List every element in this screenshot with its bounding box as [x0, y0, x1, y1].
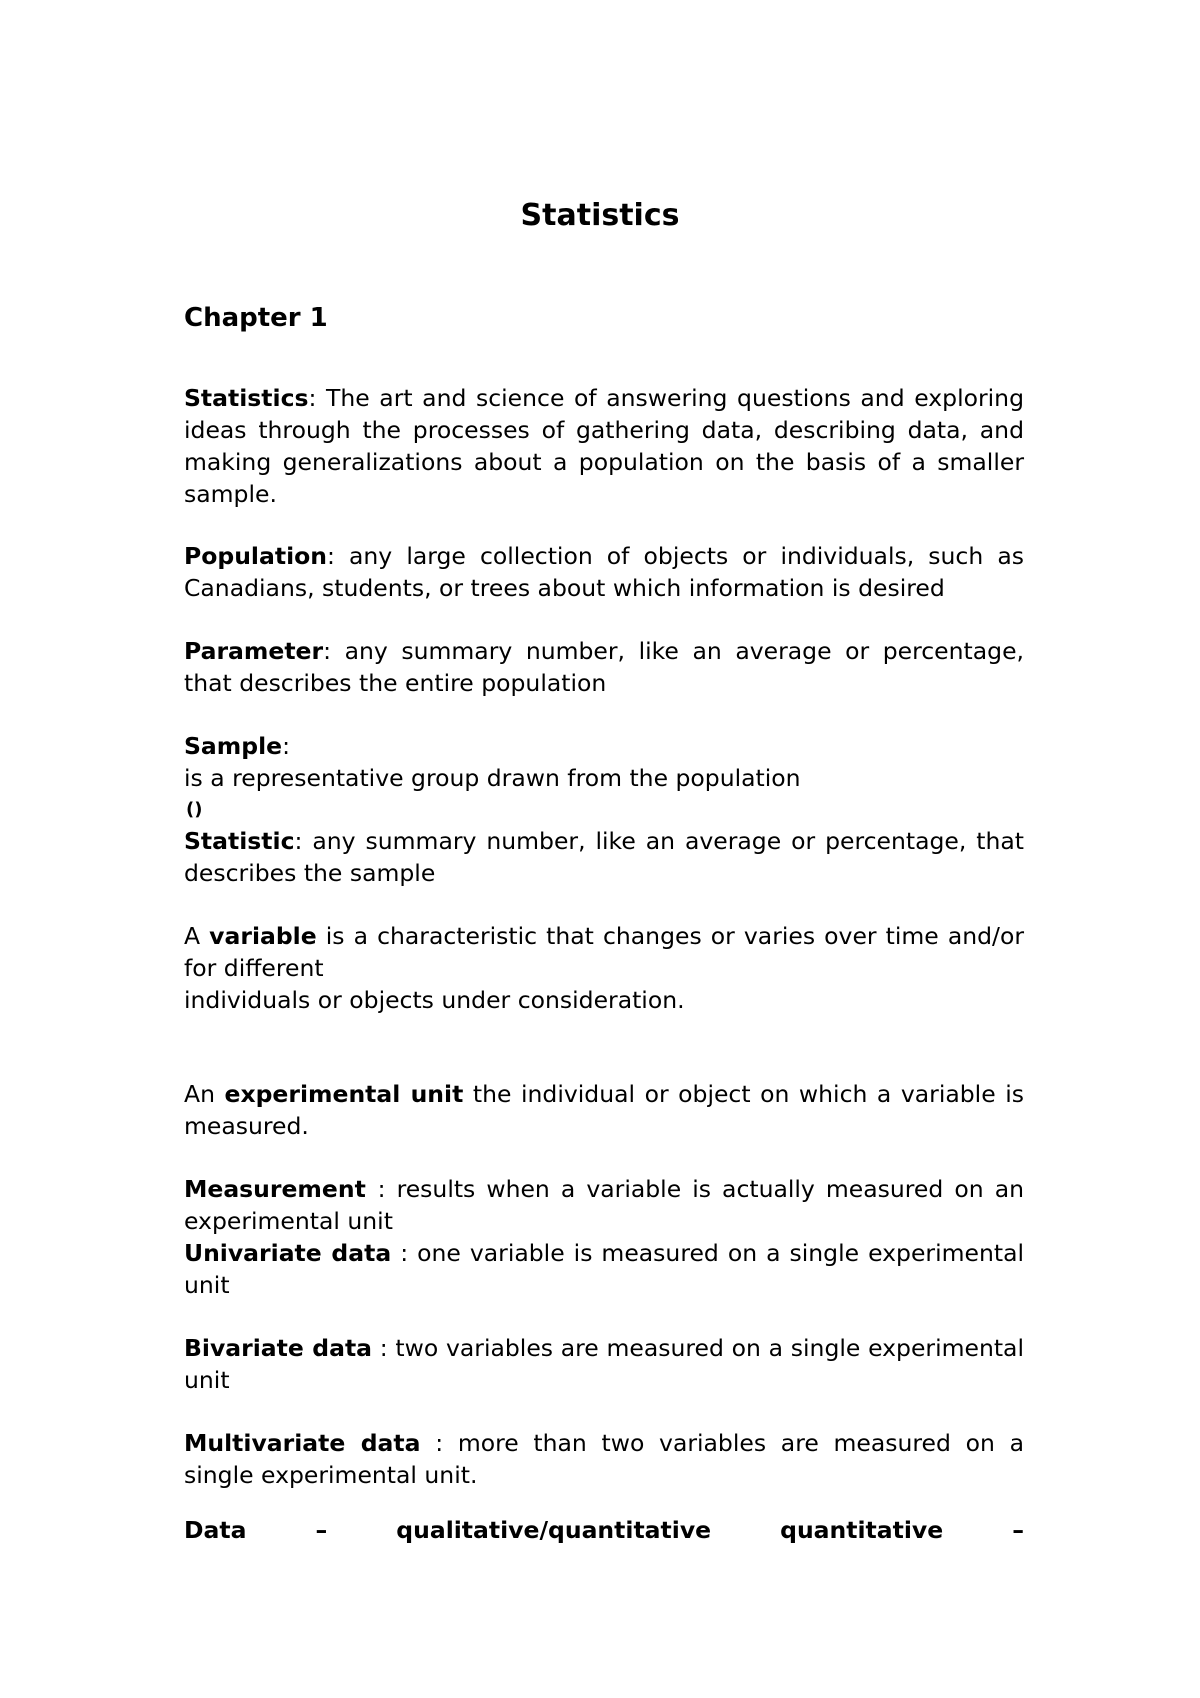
separator: :: [294, 827, 303, 855]
term-sample: Sample: [184, 732, 283, 760]
definition-univariate: [184, 1237, 1024, 1301]
definition-prefix: An: [184, 1080, 225, 1108]
definition-bivariate: [184, 1332, 1024, 1396]
data-types-line: [184, 1514, 1024, 1546]
definition-measurement: [184, 1173, 1024, 1237]
data-qualitative-quantitative: qualitative/quantitative: [396, 1516, 712, 1544]
data-dash: –: [315, 1516, 328, 1544]
definition-experimental-unit: [184, 1078, 1024, 1142]
data-word: Data: [184, 1516, 247, 1544]
definition-text: individuals or objects under consideration.: [184, 986, 685, 1014]
definition-parameter: [184, 635, 1024, 699]
definition-text: : one variable is measured on a single experimental unit: [184, 1239, 1024, 1299]
definition-statistic: [184, 825, 1024, 889]
definition-sample: [184, 730, 1024, 794]
definition-statistics: [184, 382, 1024, 510]
placeholder-glyph: (): [186, 799, 203, 820]
separator: :: [282, 732, 291, 760]
term-variable: variable: [209, 922, 317, 950]
document-title: Statistics: [520, 198, 680, 233]
term-statistic: Statistic: [184, 827, 295, 855]
term-statistics: Statistics: [184, 384, 309, 412]
definition-text: the individual or object on which a variable is measured.: [184, 1080, 1024, 1140]
definition-text: is a characteristic that changes or varies over time and/or for different: [184, 922, 1025, 982]
term-parameter: Parameter: [184, 637, 324, 665]
definition-text: The art and science of answering questions and exploring ideas through the processes of gathering data, describing data, and making generalizations about a population on the basis of a smaller sample.: [184, 384, 1024, 508]
definition-variable-continued: [184, 984, 1024, 1016]
separator: :: [327, 542, 335, 570]
separator: :: [323, 637, 332, 665]
term-population: Population: [184, 542, 327, 570]
chapter-heading: Chapter 1: [184, 303, 328, 333]
data-dash: –: [1012, 1516, 1024, 1544]
term-bivariate: Bivariate data: [184, 1334, 373, 1362]
definition-prefix: A: [184, 922, 210, 950]
term-experimental-unit: experimental unit: [224, 1080, 464, 1108]
definition-variable: [184, 920, 1024, 984]
definition-text: : more than two variables are measured on a single experimental unit.: [184, 1429, 1024, 1489]
definition-text: any summary number, like an average or percentage, that describes the sample: [184, 827, 1024, 887]
definition-multivariate: [184, 1427, 1024, 1491]
term-univariate: Univariate data: [184, 1239, 392, 1267]
separator: :: [308, 384, 317, 412]
term-measurement: Measurement: [184, 1175, 378, 1203]
definition-text: is a representative group drawn from the population: [184, 764, 801, 792]
definition-text: any summary number, like an average or percentage, that describes the entire population: [184, 637, 1024, 697]
definition-text: any large collection of objects or individuals, such as Canadians, students, or trees about which information is desired: [184, 542, 1024, 602]
data-quantitative: quantitative: [780, 1516, 944, 1544]
definition-text: : two variables are measured on a single experimental unit: [184, 1334, 1024, 1394]
term-multivariate: Multivariate data: [184, 1429, 421, 1457]
definition-text: : results when a variable is actually measured on an experimental unit: [184, 1175, 1024, 1235]
definition-population: [184, 540, 1024, 604]
